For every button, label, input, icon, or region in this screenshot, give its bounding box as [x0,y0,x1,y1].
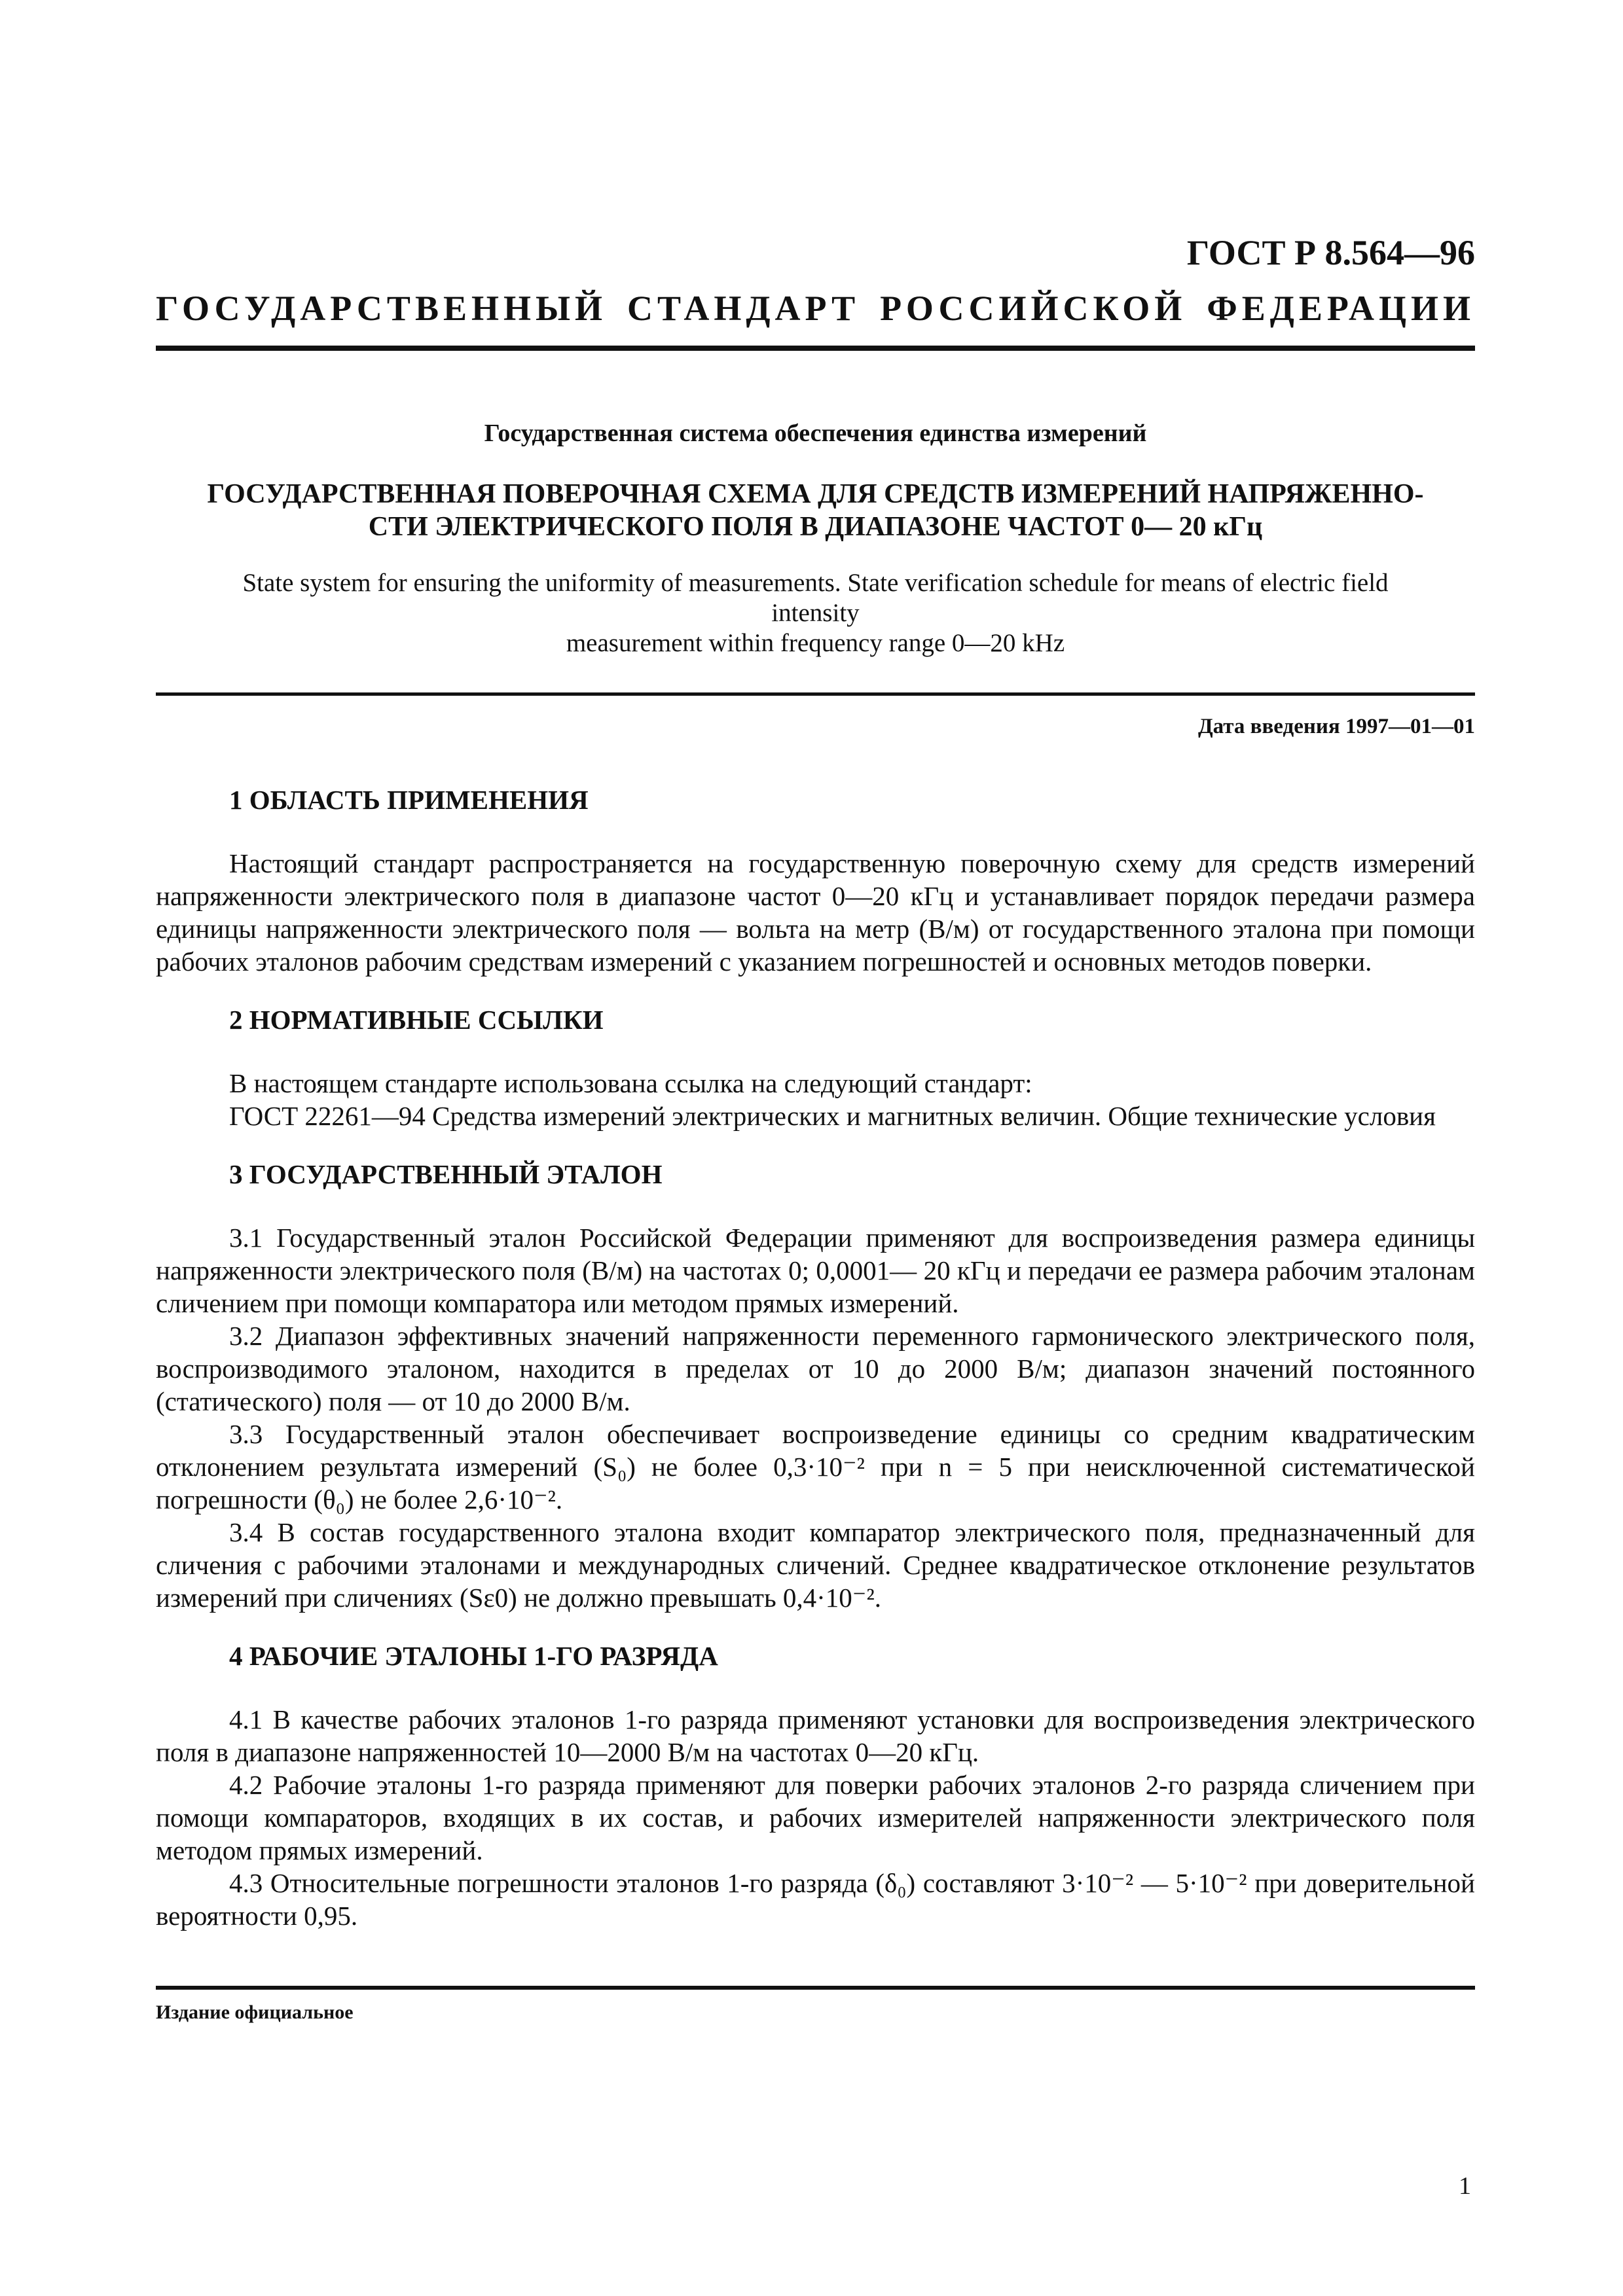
paragraph: 4.1 В качестве рабочих эталонов 1-го разряда применяют установки для воспроизведения электрического поля в диапазоне напряженностей 10—2000 В/м на частотах 0—20 кГц. [156,1704,1475,1767]
english-title [156,568,1475,658]
paragraph: 4.2 Рабочие эталоны 1-го разряда применяют для поверки рабочих эталонов 2-го разряда сличением при помощи компараторов, входящих в их состав, и рабочих измерителей напряженности электрического поля методом прямых измерений. [156,1770,1475,1865]
section-state-standard [156,1158,1475,1614]
section-heading: 3 ГОСУДАРСТВЕННЫЙ ЭТАЛОН [229,1159,663,1189]
english-title-line: measurement within frequency range 0—20 kHz [566,629,1065,657]
edition-label: Издание официальное [156,2001,354,2023]
title-divider [156,692,1475,696]
header-divider [156,346,1475,351]
paragraph: 3.2 Диапазон эффективных значений напряженности переменного гармонического электрического поля, воспроизводимого эталоном, находится в пределах от 10 до 2000 В/м; диапазон значений постоянного (статического) поля — от 10 до 2000 В/м. [156,1321,1475,1416]
section-heading: 4 РАБОЧИЕ ЭТАЛОНЫ 1-ГО РАЗРЯДА [229,1641,718,1671]
country-title [156,288,1475,329]
section-working-standards [156,1640,1475,1932]
main-title-line: ГОСУДАРСТВЕННАЯ ПОВЕРОЧНАЯ СХЕМА ДЛЯ СРЕДСТВ ИЗМЕРЕНИЙ НАПРЯЖЕННО- [207,479,1424,509]
paragraph: В настоящем стандарте использована ссылка на следующий стандарт: [229,1068,1032,1098]
paragraph: 3.4 В состав государственного эталона входит компаратор электрического поля, предназначенный для сличения с рабочими эталонами и международных сличений. Среднее квадратическое отклонение результатов измерений при сличениях (Sε0) не должно превышать 0,4·10⁻². [156,1517,1475,1613]
document-body [156,784,1475,1958]
country-title-word: ФЕДЕРАЦИИ [1207,289,1475,328]
main-title [156,478,1475,543]
country-title-word: ГОСУДАРСТВЕННЫЙ [156,289,608,328]
section-heading: 2 НОРМАТИВНЫЕ ССЫЛКИ [229,1005,604,1035]
paragraph: ГОСТ 22261—94 Средства измерений электрических и магнитных величин. Общие технические условия [229,1101,1436,1131]
gost-number: ГОСТ Р 8.564—96 [1186,233,1475,272]
system-title: Государственная система обеспечения единства измерений [484,420,1147,447]
introduction-date: Дата введения 1997—01—01 [1197,715,1475,738]
section-scope [156,784,1475,978]
page-number: 1 [1459,2172,1471,2200]
country-title-word: РОССИЙСКОЙ [880,289,1187,328]
country-title-word: СТАНДАРТ [627,289,860,328]
paragraph: Настоящий стандарт распространяется на государственную поверочную схему для средств измерений напряженности электрического поля в диапазоне частот 0—20 кГц и устанавливает порядок передачи размера единицы напряженности электрического поля — вольта на метр (В/м) от государственного эталона при помощи рабочих эталонов рабочим средствам измерений с указанием погрешностей и основных методов поверки. [156,848,1475,977]
english-title-line: State system for ensuring the uniformity of measurements. State verification schedule for means of electric field [242,569,1389,597]
paragraph: 3.3 Государственный эталон обеспечивает воспроизведение единицы со средним квадратическим отклонением результата измерений (S₀) не более 0,3·10⁻² при n = 5 при неисключенной систематической погрешности (θ₀) не более 2,6·10⁻². [156,1419,1475,1515]
section-heading: 1 ОБЛАСТЬ ПРИМЕНЕНИЯ [229,785,589,815]
paragraph: 3.1 Государственный эталон Российской Федерации применяют для воспроизведения размера единицы напряженности электрического поля (В/м) на частотах 0; 0,0001— 20 кГц и передачи ее размера рабочим эталонам сличением при помощи компаратора или методом прямых измерений. [156,1223,1475,1318]
section-normative-references [156,1004,1475,1132]
footer-divider [156,1986,1475,1990]
english-title-line: intensity [771,599,860,627]
main-title-line: СТИ ЭЛЕКТРИЧЕСКОГО ПОЛЯ В ДИАПАЗОНЕ ЧАСТОТ 0— 20 кГц [368,512,1263,542]
paragraph: 4.3 Относительные погрешности эталонов 1-го разряда (δ₀) составляют 3·10⁻² — 5·10⁻² при доверительной вероятности 0,95. [156,1868,1475,1931]
